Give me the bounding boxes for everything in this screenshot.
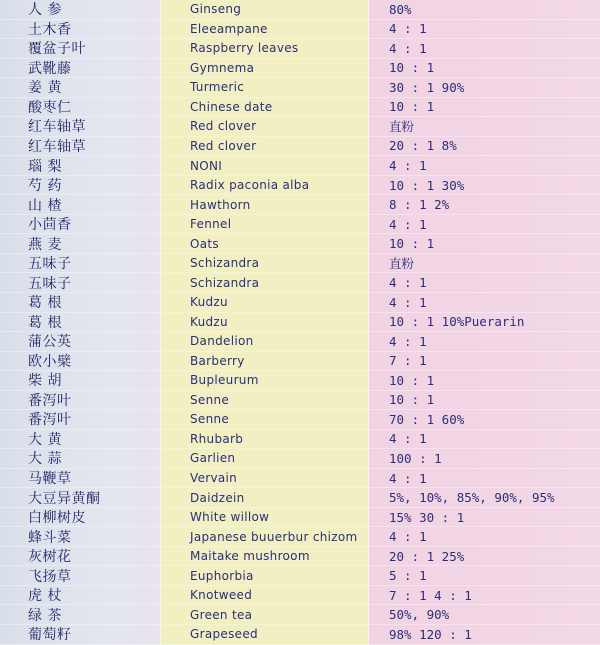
chinese-name-cell: 覆盆子叶 — [0, 39, 160, 59]
english-name-cell: Maitake mushroom — [160, 547, 368, 567]
english-name-cell: White willow — [160, 508, 368, 528]
chinese-name-cell: 红车轴草 — [0, 137, 160, 157]
chinese-name-cell: 马鞭草 — [0, 469, 160, 489]
specification-cell: 10 : 1 — [368, 234, 600, 254]
english-name-cell: Rhubarb — [160, 430, 368, 450]
specification-cell: 4 : 1 — [368, 293, 600, 313]
specification-cell: 7 : 1 — [368, 352, 600, 372]
english-name-cell: Radix paconia alba — [160, 176, 368, 196]
specification-cell: 8 : 1 2% — [368, 195, 600, 215]
english-name-cell: Bupleurum — [160, 371, 368, 391]
specification-cell: 100 : 1 — [368, 449, 600, 469]
specification-cell: 直粉 — [368, 254, 600, 274]
english-name-cell: Green tea — [160, 605, 368, 625]
chinese-name-cell: 绿 茶 — [0, 605, 160, 625]
chinese-name-cell: 大 蒜 — [0, 449, 160, 469]
specification-cell: 10 : 1 10%Puerarin — [368, 313, 600, 333]
english-name-cell: Garlien — [160, 449, 368, 469]
specification-cell: 30 : 1 90% — [368, 78, 600, 98]
chinese-name-cell: 姜 黄 — [0, 78, 160, 98]
specification-cell: 4 : 1 — [368, 273, 600, 293]
english-name-cell: Red clover — [160, 117, 368, 137]
specification-cell: 4 : 1 — [368, 332, 600, 352]
chinese-name-cell: 芍 药 — [0, 176, 160, 196]
specification-cell: 4 : 1 — [368, 527, 600, 547]
chinese-name-cell: 人 参 — [0, 0, 160, 20]
english-name-cell: Japanese buuerbur chizom — [160, 527, 368, 547]
english-name-cell: Grapeseed — [160, 625, 368, 645]
english-name-cell: Knotweed — [160, 586, 368, 606]
english-name-cell: NONI — [160, 156, 368, 176]
chinese-name-cell: 番泻叶 — [0, 410, 160, 430]
chinese-name-cell: 土木香 — [0, 20, 160, 40]
specification-cell: 直粉 — [368, 117, 600, 137]
chinese-name-cell: 虎 杖 — [0, 586, 160, 606]
specification-cell: 4 : 1 — [368, 430, 600, 450]
chinese-name-cell: 小茴香 — [0, 215, 160, 235]
chinese-name-cell: 燕 麦 — [0, 234, 160, 254]
english-name-cell: Turmeric — [160, 78, 368, 98]
english-name-cell: Eleeampane — [160, 20, 368, 40]
chinese-name-cell: 大 黄 — [0, 430, 160, 450]
chinese-name-cell: 葛 根 — [0, 293, 160, 313]
chinese-name-cell: 瑙 梨 — [0, 156, 160, 176]
chinese-name-cell: 番泻叶 — [0, 391, 160, 411]
english-name-cell: Schizandra — [160, 254, 368, 274]
english-name-cell: Red clover — [160, 137, 368, 157]
chinese-name-cell: 武靴藤 — [0, 59, 160, 79]
specification-cell: 98% 120 : 1 — [368, 625, 600, 645]
specification-cell: 4 : 1 — [368, 469, 600, 489]
chinese-name-cell: 五味子 — [0, 254, 160, 274]
chinese-name-cell: 山 楂 — [0, 195, 160, 215]
chinese-name-cell: 大豆异黄酮 — [0, 488, 160, 508]
specification-cell: 5 : 1 — [368, 566, 600, 586]
specification-cell: 20 : 1 25% — [368, 547, 600, 567]
specification-cell: 10 : 1 — [368, 371, 600, 391]
specification-cell: 4 : 1 — [368, 156, 600, 176]
english-name-cell: Chinese date — [160, 98, 368, 118]
specification-cell: 4 : 1 — [368, 215, 600, 235]
chinese-name-cell: 蜂斗菜 — [0, 527, 160, 547]
specification-cell: 10 : 1 — [368, 98, 600, 118]
chinese-name-cell: 飞扬草 — [0, 566, 160, 586]
english-name-cell: Senne — [160, 410, 368, 430]
specification-cell: 10 : 1 30% — [368, 176, 600, 196]
chinese-name-cell: 葡萄籽 — [0, 625, 160, 645]
english-name-cell: Daidzein — [160, 488, 368, 508]
specification-cell: 10 : 1 — [368, 59, 600, 79]
specification-cell: 4 : 1 — [368, 39, 600, 59]
specification-cell: 7 : 1 4 : 1 — [368, 586, 600, 606]
specification-cell: 4 : 1 — [368, 20, 600, 40]
specification-cell: 5%, 10%, 85%, 90%, 95% — [368, 488, 600, 508]
specification-cell: 50%, 90% — [368, 605, 600, 625]
specification-cell: 80% — [368, 0, 600, 20]
chinese-name-cell: 灰树花 — [0, 547, 160, 567]
specification-cell: 10 : 1 — [368, 391, 600, 411]
english-name-cell: Schizandra — [160, 273, 368, 293]
chinese-name-cell: 葛 根 — [0, 313, 160, 333]
specification-cell: 20 : 1 8% — [368, 137, 600, 157]
english-name-cell: Hawthorn — [160, 195, 368, 215]
english-name-cell: Vervain — [160, 469, 368, 489]
chinese-name-cell: 白柳树皮 — [0, 508, 160, 528]
chinese-name-cell: 酸枣仁 — [0, 98, 160, 118]
english-name-cell: Euphorbia — [160, 566, 368, 586]
specification-cell: 70 : 1 60% — [368, 410, 600, 430]
chinese-name-cell: 五味子 — [0, 273, 160, 293]
english-name-cell: Gymnema — [160, 59, 368, 79]
english-name-cell: Ginseng — [160, 0, 368, 20]
english-name-cell: Kudzu — [160, 313, 368, 333]
english-name-cell: Dandelion — [160, 332, 368, 352]
english-name-cell: Kudzu — [160, 293, 368, 313]
english-name-cell: Senne — [160, 391, 368, 411]
english-name-cell: Raspberry leaves — [160, 39, 368, 59]
chinese-name-cell: 欧小檗 — [0, 352, 160, 372]
english-name-cell: Fennel — [160, 215, 368, 235]
english-name-cell: Oats — [160, 234, 368, 254]
english-name-cell: Barberry — [160, 352, 368, 372]
specification-cell: 15% 30 : 1 — [368, 508, 600, 528]
chinese-name-cell: 蒲公英 — [0, 332, 160, 352]
chinese-name-cell: 红车轴草 — [0, 117, 160, 137]
chinese-name-cell: 柴 胡 — [0, 371, 160, 391]
